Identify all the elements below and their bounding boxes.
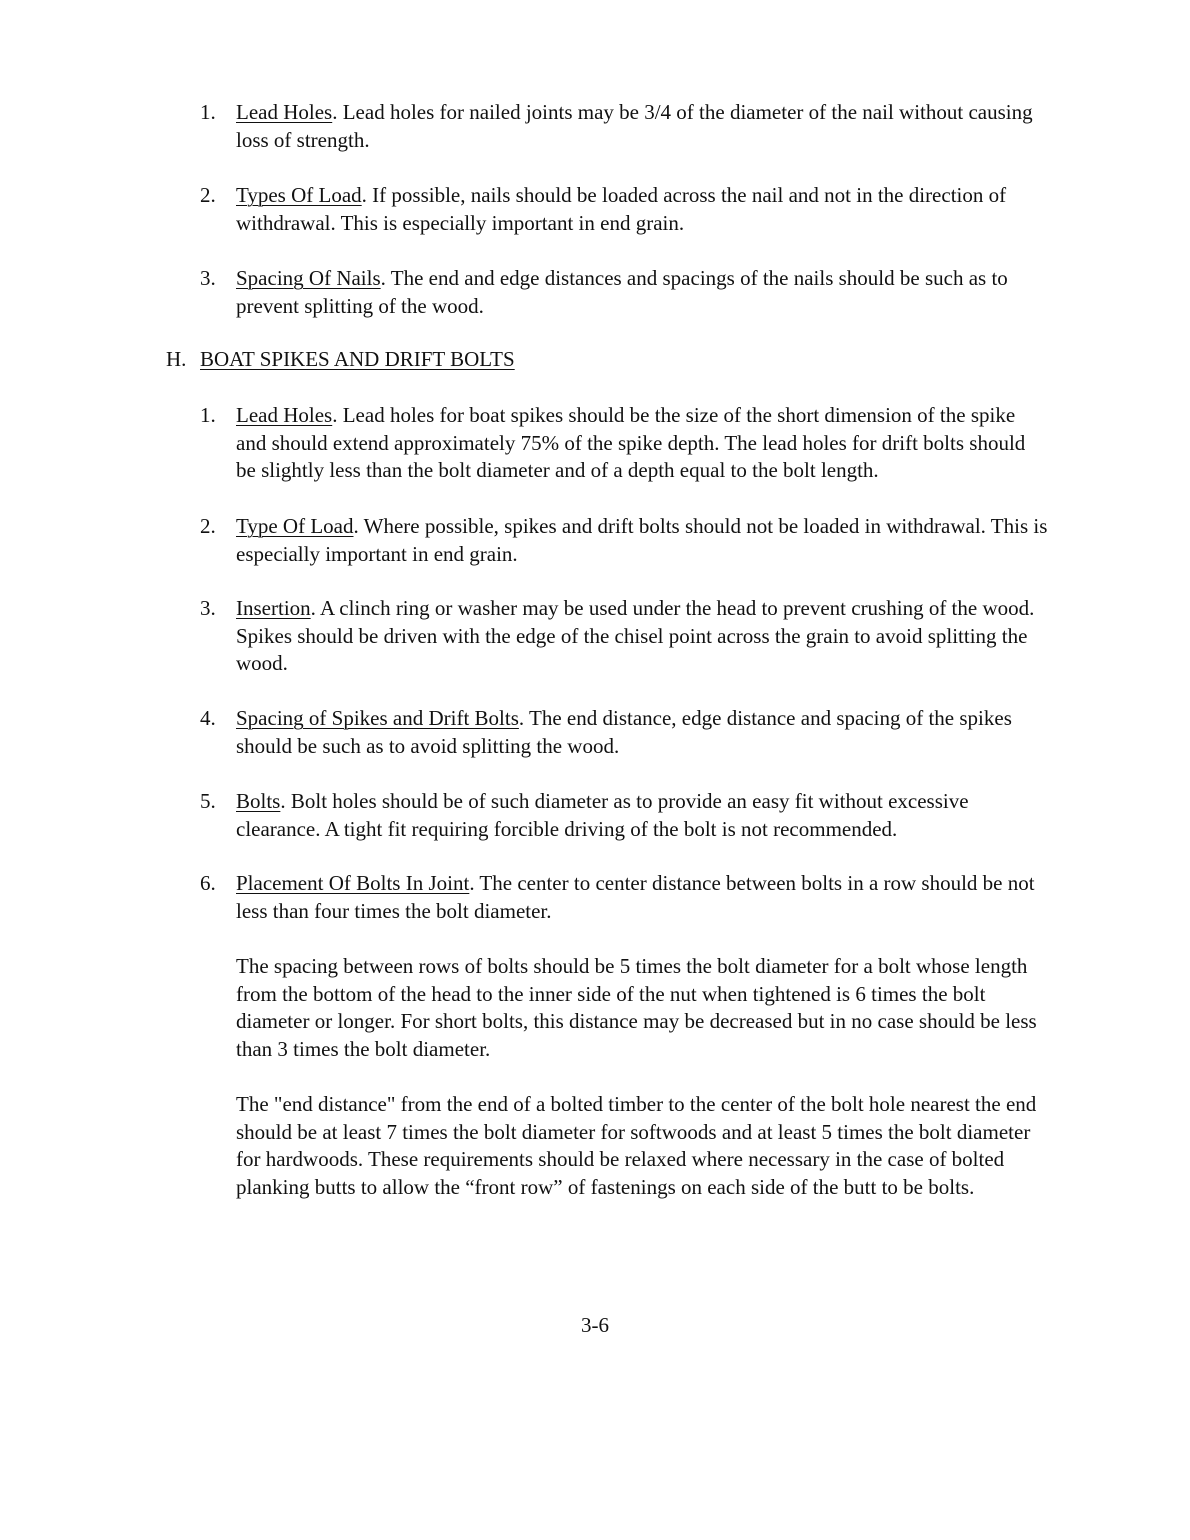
item-title: Lead Holes (236, 100, 333, 124)
item-text: Bolt holes should be of such diameter as to provide an easy fit without excessive clearance. A tight fit requiring forcible driving of the bolt is not recommended. (236, 789, 969, 841)
item-body: Types Of Load. If possible, nails should be loaded across the nail and not in the direction of withdrawal. This is especially important in end grain. (236, 183, 1007, 235)
item-body: Insertion. A clinch ring or washer may be used under the head to prevent crushing of the wood. Spikes should be driven with the edge of the chisel point across the grain to avoid splitting the wood. (236, 596, 1035, 675)
item-number: 3. (200, 596, 216, 620)
list-item-placement-of-bolts (200, 870, 1050, 925)
paragraph-row-spacing: The spacing between rows of bolts should be 5 times the bolt diameter for a bolt whose length from the bottom of the head to the inner side of the nut when tightened is 6 times the bolt diameter or longer. For short bolts, this distance may be decreased but in no case should be less than 3 times the bolt diameter. (236, 954, 1037, 1061)
item-text: Where possible, spikes and drift bolts should not be loaded in withdrawal. This is especially important in end grain. (236, 514, 1048, 566)
item-text: Lead holes for nailed joints may be 3/4 of the diameter of the nail without causing loss of strength. (236, 100, 1033, 152)
item-body: Spacing Of Nails. The end and edge distances and spacings of the nails should be such as to prevent splitting of the wood. (236, 266, 1008, 318)
item-text: A clinch ring or washer may be used under the head to prevent crushing of the wood. Spikes should be driven with the edge of the chisel point across the grain to avoid splitting the wood. (236, 596, 1035, 675)
list-item-spacing-of-spikes (200, 705, 1050, 760)
section-title: BOAT SPIKES AND DRIFT BOLTS (200, 347, 515, 371)
item-number: 2. (200, 183, 216, 207)
page-number: 3-6 (581, 1313, 609, 1337)
item-title: Spacing of Spikes and Drift Bolts (236, 706, 519, 730)
item-body: Lead Holes. Lead holes for nailed joints may be 3/4 of the diameter of the nail without causing loss of strength. (236, 100, 1033, 152)
item-body: Spacing of Spikes and Drift Bolts. The end distance, edge distance and spacing of the spikes should be such as to avoid splitting the wood. (236, 706, 1012, 758)
list-item-lead-holes-spikes (200, 402, 1050, 485)
item-number: 1. (200, 403, 216, 427)
item-text: If possible, nails should be loaded across the nail and not in the direction of withdrawal. This is especially important in end grain. (236, 183, 1007, 235)
item-title: Types Of Load (236, 183, 362, 207)
section-heading (166, 346, 515, 374)
list-item-spacing-of-nails (200, 265, 1050, 320)
item-text: The end and edge distances and spacings of the nails should be such as to prevent splitting of the wood. (236, 266, 1008, 318)
list-item-bolts (200, 788, 1050, 843)
list-item-lead-holes-nails (200, 99, 1050, 154)
section-letter: H. (166, 347, 187, 371)
item-title: Lead Holes (236, 403, 333, 427)
item-title: Insertion (236, 596, 311, 620)
list-item-type-of-load (200, 513, 1050, 568)
item-number: 6. (200, 871, 216, 895)
item-title: Placement Of Bolts In Joint (236, 871, 470, 895)
paragraph-end-distance: The "end distance" from the end of a bolted timber to the center of the bolt hole nearest the end should be at least 7 times the bolt diameter for softwoods and at least 5 times the bolt diameter for hardwoods. These requirements should be relaxed where necessary in the case of bolted planking butts to allow the “front row” of fastenings on each side of the butt to be bolts. (236, 1092, 1037, 1199)
item-number: 3. (200, 266, 216, 290)
item-text: The center to center distance between bolts in a row should be not less than four times the bolt diameter. (236, 871, 1035, 923)
item-title: Spacing Of Nails (236, 266, 381, 290)
item-title: Bolts (236, 789, 281, 813)
item-body: Lead Holes. Lead holes for boat spikes should be the size of the short dimension of the spike and should extend approximately 75% of the spike depth. The lead holes for drift bolts should be slightly less than the bolt diameter and of a depth equal to the bolt length. (236, 403, 1026, 482)
item-text: Lead holes for boat spikes should be the size of the short dimension of the spike and should extend approximately 75% of the spike depth. The lead holes for drift bolts should be slightly less than the bolt diameter and of a depth equal to the bolt length. (236, 403, 1026, 482)
item-text: The end distance, edge distance and spacing of the spikes should be such as to avoid splitting the wood. (236, 706, 1012, 758)
item-number: 4. (200, 706, 216, 730)
list-item-types-of-load (200, 182, 1050, 237)
item-number: 1. (200, 100, 216, 124)
item-body: Type Of Load. Where possible, spikes and drift bolts should not be loaded in withdrawal. This is especially important in end grain. (236, 514, 1048, 566)
item-body: Placement Of Bolts In Joint. The center to center distance between bolts in a row should be not less than four times the bolt diameter. (236, 871, 1035, 923)
list-item-insertion (200, 595, 1050, 678)
item-title: Type Of Load (236, 514, 354, 538)
item-number: 2. (200, 514, 216, 538)
item-number: 5. (200, 789, 216, 813)
item-body: Bolts. Bolt holes should be of such diameter as to provide an easy fit without excessive clearance. A tight fit requiring forcible driving of the bolt is not recommended. (236, 789, 969, 841)
